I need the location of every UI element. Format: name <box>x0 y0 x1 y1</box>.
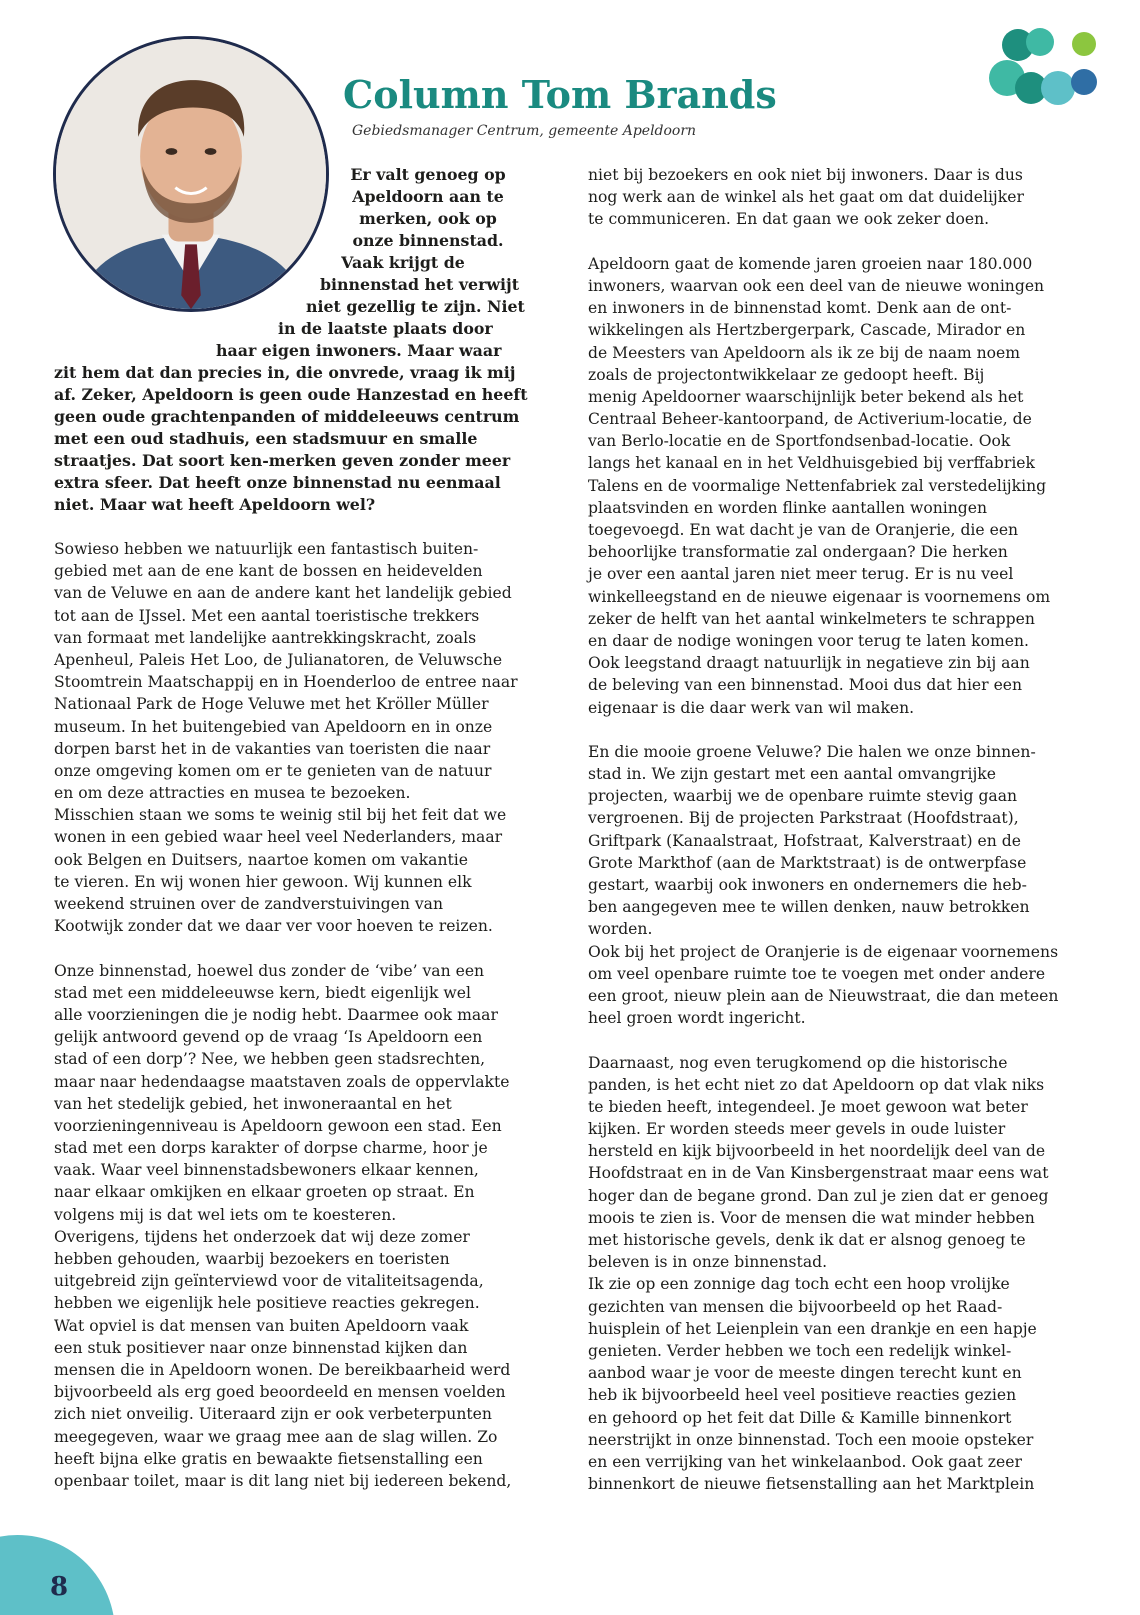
intro-line: extra sfeer. Dat heeft onze binnenstad nu eenmaal <box>54 473 501 492</box>
intro-line: binnenstad het verwijt <box>320 275 520 294</box>
body-text-line: genieten. Verder hebben we toch een redelijk winkel- <box>588 1341 1012 1360</box>
body-text-line: van formaat met landelijke aantrekkingskracht, zoals <box>54 628 477 647</box>
paragraph-gap <box>588 231 1088 253</box>
body-text-line: onze omgeving komen om er te genieten van de natuur <box>54 761 492 780</box>
body-text-line: hebben gehouden, waarbij bezoekers en toeristen <box>54 1250 450 1268</box>
body-text-line: winkelleegstand en de nieuwe eigenaar is voornemens om <box>588 587 1051 606</box>
body-text-line: weekend struinen over de zandverstuivingen van <box>54 895 444 913</box>
body-text-line: van de Veluwe en aan de andere kant het landelijk gebied <box>54 584 512 603</box>
body-text-line: Ik zie op een zonnige dag toch echt een hoop vrolijke <box>588 1275 1010 1294</box>
brand-logo <box>985 20 1115 110</box>
body-text-line: de beleving van een binnenstad. Mooi dus dat hier een <box>588 676 1023 695</box>
body-text-line: stad in. We zijn gestart met een aantal omvangrijke <box>588 765 996 784</box>
body-text-line: naar elkaar omkijken en elkaar groeten op straat. En <box>54 1183 475 1202</box>
body-text-line: om veel openbare ruimte toe te voegen met onder andere <box>588 964 1046 983</box>
body-text-line: te bieden heeft, integendeel. Je moet gewoon wat beter <box>588 1097 1028 1116</box>
body-text-line: stad met een dorps karakter of dorpse charme, hoor je <box>54 1139 488 1158</box>
body-text-line: een stuk positiever naar onze binnenstad kijken dan <box>54 1338 468 1357</box>
body-text-line: ook Belgen en Duitsers, naartoe komen om vakantie <box>54 850 468 869</box>
body-text-line: wonen in een gebied waar heel veel Nederlanders, maar <box>54 828 503 847</box>
logo-dot-teal <box>1026 28 1054 56</box>
body-text-line: voorzieningenniveau is Apeldoorn gewoon een stad. Een <box>54 1116 502 1135</box>
body-text-line: en inwoners in de binnenstad komt. Denk aan de ont- <box>588 299 1012 318</box>
body-text-line: uitgebreid zijn geïnterviewd voor de vitaliteitsagenda, <box>54 1272 484 1291</box>
logo-dot-cyan <box>1041 71 1075 105</box>
body-text-line: Daarnaast, nog even terugkomend op die historische <box>588 1053 1008 1072</box>
body-text-line: langs het kanaal en in het Veldhuisgebied bij verffabriek <box>588 454 1035 473</box>
body-text-line: heeft bijna elke gratis en bewaakte fietsenstalling een <box>54 1449 483 1468</box>
body-text-line: hoger dan de begane grond. Dan zul je zien dat er genoeg <box>588 1186 1049 1205</box>
intro-line: geen oude grachtenpanden of middeleeuws centrum <box>54 407 520 426</box>
logo-dot-lime <box>1072 32 1096 56</box>
body-text-line: een groot, nieuw plein aan de Nieuwstraat, die dan meteen <box>588 986 1059 1005</box>
body-text-line: bijvoorbeeld als erg goed beoordeeld en mensen voelden <box>54 1383 506 1402</box>
body-text-line: museum. In het buitengebied van Apeldoorn en in onze <box>54 717 493 736</box>
body-text-line: Centraal Beheer-kantoorpand, de Activerium-locatie, de <box>588 410 1032 429</box>
body-column-right <box>588 164 1088 1495</box>
body-text-line: binnenkort de nieuwe fietsenstalling aan het Marktplein <box>588 1475 1035 1494</box>
body-text-line: Apeldoorn gaat de komende jaren groeien naar 180.000 <box>588 254 1033 273</box>
logo-graphic <box>985 20 1115 110</box>
body-text-line: moois te zien is. Voor de mensen die wat minder hebben <box>588 1208 1035 1227</box>
intro-line: straatjes. Dat soort ken-merken geven zonder meer <box>54 451 511 470</box>
body-text-line: openbaar toilet, maar is dit lang niet bij iedereen bekend, <box>54 1471 512 1490</box>
intro-line: merken, ook op <box>359 209 497 228</box>
body-text-line: en daar de nodige woningen voor terug te laten komen. <box>588 631 1029 650</box>
intro-line: Vaak krijgt de <box>341 253 465 272</box>
body-text-line: niet bij bezoekers en ook niet bij inwoners. Daar is dus <box>588 166 1023 184</box>
body-text-line: zich niet onveilig. Uiteraard zijn er ook verbeterpunten <box>54 1405 492 1424</box>
body-text-line: Grote Markthof (aan de Marktstraat) is de ontwerpfase <box>588 853 1027 872</box>
body-text-line: nog werk aan de winkel als het gaat om dat duidelijker <box>588 188 1024 207</box>
body-text-line: behoorlijke transformatie zal ondergaan? Die herken <box>588 543 1008 562</box>
column-title: Column Tom Brands <box>343 72 777 117</box>
body-text-line: volgens mij is dat wel iets om te koesteren. <box>54 1205 397 1224</box>
paragraph-gap <box>588 1029 1088 1051</box>
body-text-line: worden. <box>588 920 653 939</box>
body-text-line: stad met een middeleeuwse kern, biedt eigenlijk wel <box>54 983 471 1002</box>
body-text-line: menig Apeldoorner waarschijnlijk beter bekend als het <box>588 387 1024 406</box>
body-text-line: en om deze attracties en musea te bezoeken. <box>54 784 411 803</box>
body-text-line: en een verrijking van het winkelaanbod. Ook gaat zeer <box>588 1452 1022 1471</box>
body-text-line: Ook leegstand draagt natuurlijk in negatieve zin bij aan <box>588 654 1030 673</box>
body-text-line: vergroenen. Bij de projecten Parkstraat (Hoofdstraat), <box>588 809 1019 828</box>
body-text-line: Hoofdstraat en in de Van Kinsbergenstraat maar eens wat <box>588 1164 1049 1183</box>
body-text-line: plaatsvinden en worden flinke aantallen woningen <box>588 498 988 517</box>
body-text-line: tot aan de IJssel. Met een aantal toeristische trekkers <box>54 606 480 625</box>
body-text-line: en gehoord op het feit dat Dille & Kamille binnenkort <box>588 1408 1012 1427</box>
body-text-line: meegegeven, waar we graag mee aan de slag willen. Zo <box>54 1427 498 1446</box>
body-text-line: ben aangegeven mee te willen denken, nauw betrokken <box>588 898 1030 917</box>
body-text-line: van het stedelijk gebied, het inwoneraantal en het <box>54 1094 452 1113</box>
body-text-line: hebben we eigenlijk hele positieve reacties gekregen. <box>54 1294 480 1313</box>
body-text-line: heb ik bijvoorbeeld heel veel positieve reacties gezien <box>588 1386 1017 1405</box>
paragraph-gap <box>54 937 544 959</box>
intro-line: haar eigen inwoners. Maar waar <box>216 341 502 360</box>
body-text-line: zeker de helft van het aantal winkelmeters te schrappen <box>588 609 1035 628</box>
body-text-line: te communiceren. En dat gaan we ook zeker doen. <box>588 210 990 229</box>
body-text-line: je over een aantal jaren niet meer terug. Er is nu veel <box>588 565 1014 584</box>
body-text-line: de Meesters van Apeldoorn als ik ze bij de naam noem <box>588 343 1021 362</box>
intro-line: af. Zeker, Apeldoorn is geen oude Hanzestad en heeft <box>54 385 528 404</box>
intro-line: onze binnenstad. <box>352 231 504 250</box>
body-text-line: huisplein of het Leienplein van een drankje en een hapje <box>588 1319 1037 1338</box>
body-text-line: dorpen barst het in de vakanties van toeristen die naar <box>54 739 491 758</box>
body-text-line: eigenaar is die daar werk van wil maken. <box>588 698 915 717</box>
body-text-line: heel groen wordt ingericht. <box>588 1009 806 1028</box>
body-text-line: gezichten van mensen die bijvoorbeeld op het Raad- <box>588 1297 1003 1316</box>
intro-line: niet gezellig te zijn. Niet <box>306 297 525 316</box>
intro-line: zit hem dat dan precies in, die onvrede, vraag ik mij <box>54 363 516 382</box>
intro-line: Er valt genoeg op <box>350 165 506 184</box>
body-text-line: hersteld en kijk bijvoorbeeld in het noordelijk deel van de <box>588 1142 1046 1161</box>
body-text-line: Griftpark (Kanaalstraat, Hofstraat, Kalverstraat) en de <box>588 831 1021 850</box>
intro-line: met een oud stadhuis, een stadsmuur en smalle <box>54 429 478 448</box>
intro-line: in de laatste plaats door <box>278 319 493 338</box>
body-text-line: gebied met aan de ene kant de bossen en heidevelden <box>54 562 483 581</box>
body-text-line: Ook bij het project de Oranjerie is de eigenaar voornemens <box>588 942 1059 961</box>
intro-line: Apeldoorn aan te <box>352 187 504 206</box>
body-text-line: gestart, waarbij ook inwoners en ondernemers die heb- <box>588 876 1027 894</box>
body-text-line: maar naar hedendaagse maatstaven zoals de oppervlakte <box>54 1072 510 1091</box>
body-text-line: alle voorzieningen die je nodig hebt. Daarmee ook maar <box>54 1005 498 1024</box>
body-text-line: vaak. Waar veel binnenstadsbewoners elkaar kennen, <box>54 1161 479 1180</box>
paragraph-gap <box>588 719 1088 741</box>
body-text-line: stad of een dorp’? Nee, we hebben geen stadsrechten, <box>54 1050 486 1069</box>
body-text-line: wikkelingen als Hertzbergerpark, Cascade, Mirador en <box>588 321 1026 340</box>
body-text-line: Sowieso hebben we natuurlijk een fantastisch buiten- <box>54 540 479 558</box>
body-text-line: toegevoegd. En wat dacht je van de Oranjerie, die een <box>588 521 1019 539</box>
body-text-line: aanbod waar je voor de meeste dingen terecht kunt en <box>588 1364 1022 1383</box>
body-text-line: Onze binnenstad, hoewel dus zonder de ‘vibe’ van een <box>54 961 485 980</box>
body-text-line: te vieren. En wij wonen hier gewoon. Wij kunnen elk <box>54 872 472 891</box>
body-text-line: gelijk antwoord gevend op de vraag ‘Is Apeldoorn een <box>54 1028 483 1047</box>
body-text-line: van Berlo-locatie en de Sportfondsenbad-locatie. Ook <box>588 432 1011 451</box>
body-text-line: met historische gevels, denk ik dat er alsnog genoeg te <box>588 1231 1026 1249</box>
body-text-line: Stoomtrein Maatschappij en in Hoenderloo de entree naar <box>54 673 518 692</box>
intro-line: niet. Maar wat heeft Apeldoorn wel? <box>54 495 376 514</box>
body-text-line: mensen die in Apeldoorn wonen. De bereikbaarheid werd <box>54 1360 511 1379</box>
body-text-line: Wat opviel is dat mensen van buiten Apeldoorn vaak <box>54 1316 469 1335</box>
body-text-line: panden, is het echt niet zo dat Apeldoorn op dat vlak niks <box>588 1075 1045 1094</box>
logo-dot-blue <box>1071 69 1097 95</box>
body-text-line: kijken. Er worden steeds meer gevels in oude luister <box>588 1120 1006 1139</box>
body-column-left <box>54 538 544 1492</box>
body-text-line: Nationaal Park de Hoge Veluwe met het Kröller Müller <box>54 695 489 714</box>
body-text-line: beleven is in onze binnenstad. <box>588 1253 828 1272</box>
body-text-line: Overigens, tijdens het onderzoek dat wij deze zomer <box>54 1227 470 1246</box>
author-portrait <box>53 36 329 312</box>
body-text-line: Kootwijk zonder dat we daar ver voor hoeven te reizen. <box>54 917 493 936</box>
body-text-line: Misschien staan we soms te weinig stil bij het feit dat we <box>54 806 507 825</box>
column-subtitle: Gebiedsmanager Centrum, gemeente Apeldoorn <box>352 123 697 139</box>
portrait-illustration <box>56 39 326 309</box>
body-text-line: projecten, waarbij we de openbare ruimte stevig gaan <box>588 787 1018 806</box>
body-text-line: inwoners, waarvan ook een deel van de nieuwe woningen <box>588 276 1045 295</box>
body-text-line: neerstrijkt in onze binnenstad. Toch een mooie opsteker <box>588 1430 1034 1449</box>
body-text-line: Talens en de voormalige Nettenfabriek zal verstedelijking <box>588 476 1047 495</box>
body-text-line: Apenheul, Paleis Het Loo, de Julianatoren, de Veluwsche <box>54 650 503 669</box>
page-number: 8 <box>50 1572 69 1602</box>
body-text-line: zoals de projectontwikkelaar ze gedoopt heeft. Bij <box>588 365 985 384</box>
body-text-line: En die mooie groene Veluwe? Die halen we onze binnen- <box>588 742 1036 761</box>
